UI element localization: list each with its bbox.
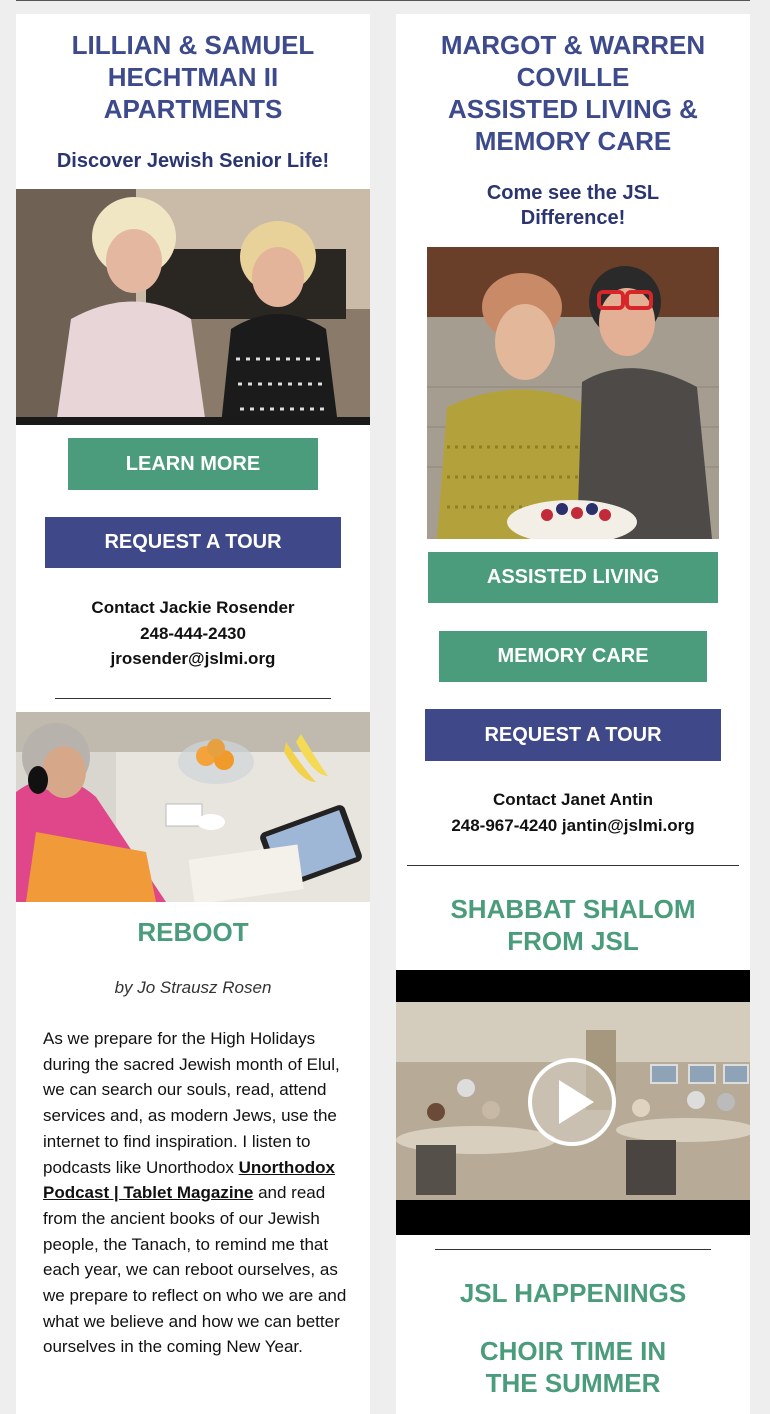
contact-name: Contact Jackie Rosender [91, 598, 295, 617]
heading-line: HECHTMAN II [107, 62, 279, 92]
top-divider [16, 0, 750, 1]
request-tour-button[interactable]: REQUEST A TOUR [425, 709, 721, 761]
hechtman-heading [16, 29, 370, 125]
left-column [16, 14, 370, 1414]
choir-heading [396, 1335, 750, 1399]
heading-line: FROM JSL [507, 926, 639, 956]
article-text: and read from the ancient books of our Jewish people, the Tanach, to remind me that each year, we can reboot ourselves, as we prepare to reflect on who we are and what we believe and how we can better ourselves in the coming New Year. [43, 1183, 347, 1357]
play-icon [530, 1060, 614, 1144]
shabbat-heading [396, 893, 750, 957]
heading-line: APARTMENTS [103, 94, 283, 124]
section-divider [55, 698, 331, 699]
learn-more-button[interactable]: LEARN MORE [68, 438, 318, 490]
coville-heading [396, 29, 750, 157]
heading-line: MARGOT & WARREN [440, 30, 706, 60]
section-divider [407, 865, 739, 866]
contact-janet [396, 787, 750, 838]
chef-resident-photo [427, 247, 719, 539]
heading-line: CHOIR TIME IN [479, 1336, 667, 1366]
contact-email[interactable]: jrosender@jslmi.org [110, 649, 276, 668]
contact-name: Contact Janet Antin [493, 790, 653, 809]
residents-photo [16, 189, 370, 425]
heading-line: LILLIAN & SAMUEL [71, 30, 315, 60]
coville-tagline [396, 181, 750, 231]
heading-line: ASSISTED LIVING & [448, 94, 698, 124]
hechtman-tagline: Discover Jewish Senior Life! [56, 150, 330, 172]
contact-phone: 248-444-2430 [140, 623, 246, 643]
tagline-line: Difference! [520, 207, 626, 229]
contact-jackie [16, 595, 370, 672]
shabbat-video-player[interactable] [396, 970, 750, 1235]
heading-line: SHABBAT SHALOM [450, 894, 696, 924]
reboot-title: REBOOT [137, 917, 249, 947]
reboot-byline: by Jo Strausz Rosen [114, 978, 272, 997]
happenings-title: JSL HAPPENINGS [459, 1278, 687, 1308]
unorthodox-podcast-link[interactable]: Unorthodox Podcast | Tablet Magazine [43, 1157, 335, 1203]
article-text: As we prepare for the High Holidays during the sacred Jewish month of Elul, we can search our souls, read, attend services and, as modern Jews, use the internet to find inspiration. I listen to podcasts like Unorthodox [43, 1029, 340, 1177]
request-tour-button[interactable]: REQUEST A TOUR [45, 517, 341, 568]
reboot-article-body [43, 1026, 348, 1360]
reboot-photo [16, 712, 370, 902]
tagline-line: Come see the JSL [486, 182, 660, 204]
heading-line: COVILLE [516, 62, 630, 92]
memory-care-button[interactable]: MEMORY CARE [439, 631, 707, 682]
section-divider [435, 1249, 711, 1250]
heading-line: MEMORY CARE [474, 126, 672, 156]
contact-phone-email: 248-967-4240 jantin@jslmi.org [451, 815, 695, 835]
assisted-living-button[interactable]: ASSISTED LIVING [428, 552, 718, 603]
heading-line: THE SUMMER [485, 1368, 661, 1398]
right-column [396, 14, 750, 1414]
